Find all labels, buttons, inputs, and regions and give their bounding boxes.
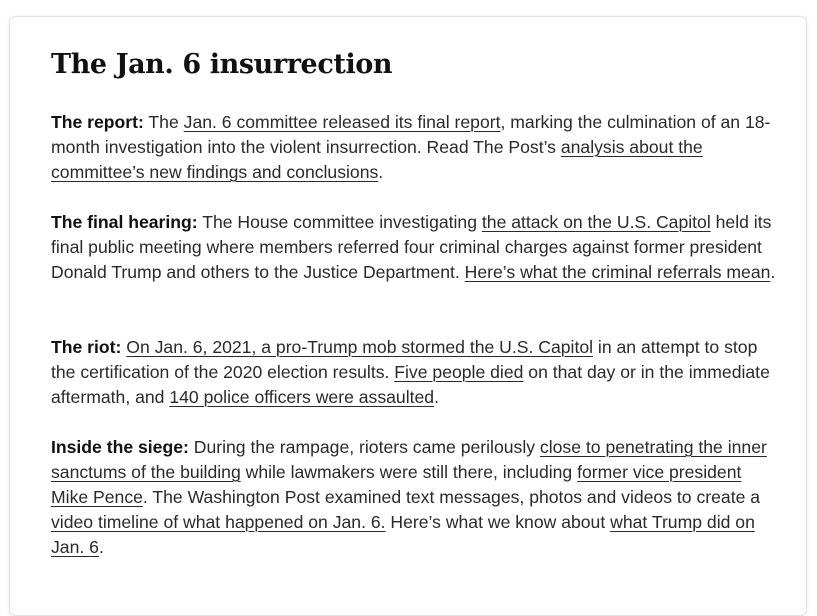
box-title: The Jan. 6 insurrection — [51, 49, 393, 80]
section-label: The report: — [51, 112, 144, 132]
link-criminal-referrals[interactable]: Here’s what the criminal referrals mean — [464, 262, 771, 282]
link-analysis-findings[interactable]: analysis about the committee’s new findings and conclusions — [51, 137, 703, 182]
body-text: The House committee investigating — [197, 212, 482, 232]
section-riot — [51, 335, 779, 410]
body-text: Here’s what we know about — [385, 512, 611, 532]
section-label: Inside the siege: — [51, 437, 189, 457]
body-text: . The Washington Post examined text messages, photos and videos to create a — [142, 487, 761, 507]
section-inside-siege — [51, 435, 779, 560]
body-text: in an attempt to stop the certification of the 2020 election results. — [51, 337, 758, 382]
body-text: . — [98, 537, 104, 557]
body-text: on that day or in the immediate aftermath, and — [51, 362, 770, 407]
body-text: while lawmakers were still there, including — [240, 462, 578, 482]
body-text: . — [770, 262, 776, 282]
link-five-people-died[interactable]: Five people died — [394, 362, 524, 382]
body-text: During the rampage, rioters came perilously — [188, 437, 540, 457]
body-text: , marking the culmination of an 18-month investigation into the violent insurrection. Read The Post’s — [51, 112, 771, 157]
link-mob-stormed-capitol[interactable]: On Jan. 6, 2021, a pro-Trump mob stormed the U.S. Capitol — [126, 337, 594, 357]
body-text: The — [143, 112, 184, 132]
body-text: . — [434, 387, 439, 407]
link-video-timeline[interactable]: video timeline of what happened on Jan. 6. — [51, 512, 386, 532]
section-label: The final hearing: — [51, 212, 198, 232]
article-box — [9, 16, 807, 616]
body-text: . — [378, 162, 384, 182]
link-final-report[interactable]: Jan. 6 committee released its final report — [183, 112, 501, 132]
section-final-hearing — [51, 210, 779, 285]
section-report — [51, 110, 779, 185]
link-inner-sanctums[interactable]: close to penetrating the inner sanctums of the building — [51, 437, 767, 482]
link-police-assaulted[interactable]: 140 police officers were assaulted — [169, 387, 435, 407]
link-mike-pence[interactable]: former vice president Mike Pence — [51, 462, 742, 507]
body-text: held its final public meeting where members referred four criminal charges against former president Donald Trump and others to the Justice Department. — [51, 212, 772, 282]
section-label: The riot: — [51, 337, 122, 357]
link-what-trump-did[interactable]: what Trump did on Jan. 6 — [51, 512, 755, 557]
link-attack-on-capitol[interactable]: the attack on the U.S. Capitol — [481, 212, 711, 232]
